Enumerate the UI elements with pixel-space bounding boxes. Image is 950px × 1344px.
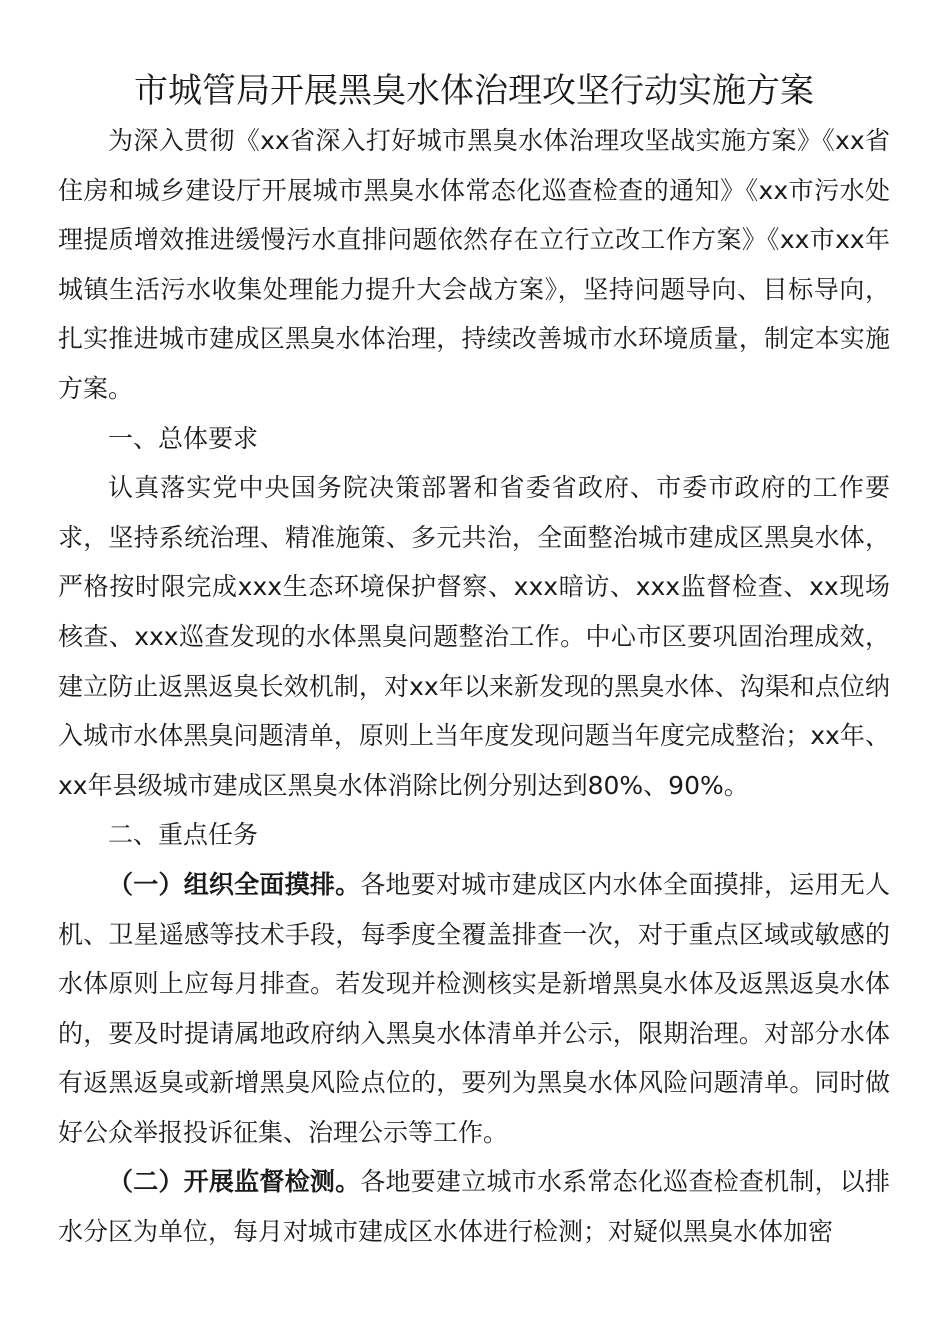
general-requirements-paragraph: 认真落实党中央国务院决策部署和省委省政府、市委市政府的工作要求，坚持系统治理、精准施策、多元共治，全面整治城市建成区黑臭水体，严格按时限完成xxx生态环境保护督察、xxx暗访、xxx监督检查、xx现场核查、xxx巡查发现的水体黑臭问题整治工作。中心市区要巩固治理成效，建立防止返黑返臭长效机制，对xx年以来新发现的黑臭水体、沟渠和点位纳入城市水体黑臭问题清单，原则上当年度发现问题当年度完成整治；xx年、xx年县级城市建成区黑臭水体消除比例分别达到80%、90%。: [58, 473, 890, 800]
task-item-survey-lead: （一）组织全面摸排。: [108, 869, 361, 899]
task-item-survey-body: 各地要对城市建成区内水体全面摸排，运用无人机、卫星遥感等技术手段，每季度全覆盖排查一次，对于重点区域或敏感的水体原则上应每月排查。若发现并检测核实是新增黑臭水体及返黑返臭水体的，要及时提请属地政府纳入黑臭水体清单并公示，限期治理。对部分水体有返黑返臭或新增黑臭风险点位的，要列为黑臭水体风险问题清单。同时做好公众举报投诉征集、治理公示等工作。: [58, 869, 890, 1147]
task-item-monitoring: [58, 1157, 890, 1256]
task-item-monitoring-lead: （二）开展监督检测。: [108, 1167, 361, 1197]
section-heading-key-tasks: 二、重点任务: [108, 820, 259, 850]
task-item-survey: [58, 860, 890, 1158]
task-item-monitoring-body: 各地要建立城市水系常态化巡查检查机制，以排水分区为单位，每月对城市建成区水体进行检测；对疑似黑臭水体加密: [58, 1167, 890, 1247]
section-heading-general-requirements: 一、总体要求: [108, 423, 259, 453]
intro-paragraph: 为深入贯彻《xx省深入打好城市黑臭水体治理攻坚战实施方案》《xx省住房和城乡建设厅开展城市黑臭水体常态化巡查检查的通知》《xx市污水处理提质增效推进缓慢污水直排问题依然存在立行立改工作方案》《xx市xx年城镇生活污水收集处理能力提升大会战方案》，坚持问题导向、目标导向，扎实推进城市建成区黑臭水体治理，持续改善城市水环境质量，制定本实施方案。: [58, 126, 890, 403]
document-title: 市城管局开展黑臭水体治理攻坚行动实施方案: [134, 71, 814, 111]
document-page: [58, 66, 890, 1257]
